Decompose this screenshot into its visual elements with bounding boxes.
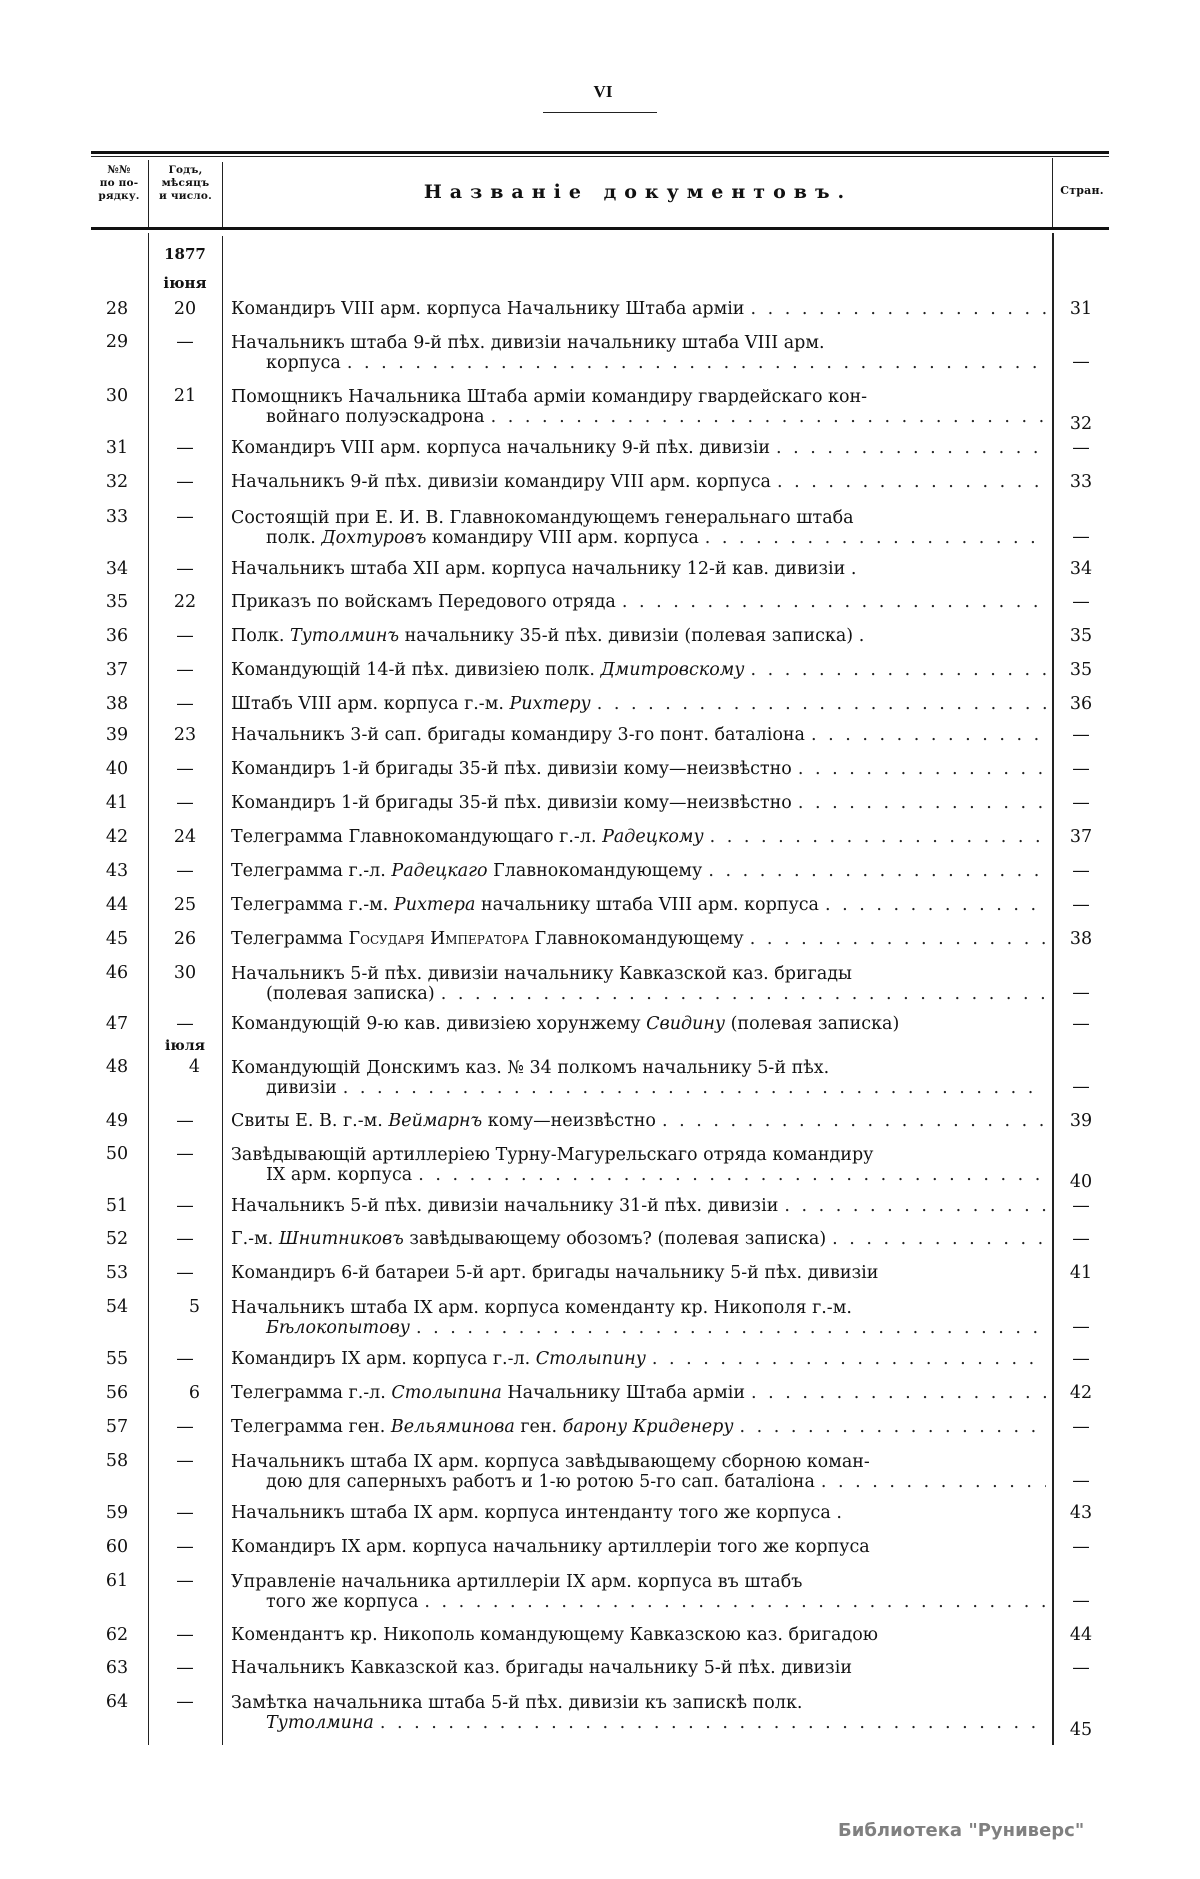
title-text: войнаго полуэскадрона	[266, 407, 485, 427]
leader-dots	[744, 661, 1046, 680]
leader-dots	[656, 1112, 1046, 1131]
row-number: 54	[105, 1297, 129, 1317]
title-text: Телеграмма г.-л. Радецкаго Главнокомандующему	[231, 862, 703, 881]
title-line	[231, 353, 1046, 373]
document-title	[231, 695, 1046, 714]
title-text: Начальникъ 5-й пѣх. дивизіи начальнику 31-й пѣх. дивизіи	[231, 1197, 779, 1216]
title-text: (полевая записка)	[266, 984, 435, 1004]
title-text: Управленіе начальника артиллеріи IX арм. корпуса въ штабъ	[231, 1572, 803, 1592]
row-page: 31	[1069, 299, 1093, 319]
row-page: 40	[1069, 1172, 1093, 1192]
row-number: 38	[105, 694, 129, 714]
title-line	[231, 1145, 1046, 1165]
title-text: Командиръ 6-й батареи 5-й арт. бригады начальнику 5-й пѣх. дивизіи	[231, 1264, 879, 1283]
title-line	[231, 1626, 1046, 1645]
row-page: —	[1072, 527, 1090, 547]
title-text: Помощникъ Начальника Штаба арміи командиру гвардейскаго кон-	[231, 387, 868, 407]
table-top-rule	[91, 151, 1109, 154]
leader-dots	[412, 1165, 1046, 1185]
title-text: Начальникъ Кавказской каз. бригады начальнику 5-й пѣх. дивизіи	[231, 1659, 852, 1678]
document-title	[231, 593, 1046, 612]
row-page: —	[1072, 1471, 1090, 1491]
row-date: —	[176, 1692, 194, 1712]
document-title	[231, 964, 1046, 1004]
document-title	[231, 387, 1046, 427]
row-page: —	[1072, 1658, 1090, 1678]
row-date: —	[176, 861, 194, 881]
row-page: —	[1072, 1014, 1090, 1034]
row-number: 51	[105, 1196, 129, 1216]
row-number: 36	[105, 626, 129, 646]
row-number: 53	[105, 1263, 129, 1283]
document-title	[231, 473, 1046, 492]
row-date: —	[176, 1263, 194, 1283]
leader-dots	[485, 407, 1046, 427]
title-line	[231, 1165, 1046, 1185]
document-title	[231, 1197, 1046, 1216]
leader-dots	[410, 1318, 1046, 1338]
row-date: —	[176, 793, 194, 813]
leader-dots	[792, 794, 1046, 813]
row-date: —	[176, 507, 194, 527]
title-text: Штабъ VIII арм. корпуса г.-м. Рихтеру	[231, 695, 591, 714]
header-date-line-1: Годъ,	[168, 164, 203, 176]
leader-dots	[646, 1350, 1046, 1369]
row-date: 6	[188, 1383, 200, 1403]
row-page: —	[1072, 1196, 1090, 1216]
title-line	[231, 984, 1046, 1004]
row-page: 37	[1069, 827, 1093, 847]
title-line	[231, 407, 1046, 427]
title-text: Начальникъ 9-й пѣх. дивизіи командиру VIII арм. корпуса	[231, 473, 771, 492]
row-date: —	[176, 1014, 194, 1034]
leader-dots	[819, 896, 1046, 915]
row-number: 55	[105, 1349, 129, 1369]
row-page: —	[1072, 725, 1090, 745]
title-text: Приказъ по войскамъ Передового отряда	[231, 593, 616, 612]
row-date: —	[176, 660, 194, 680]
row-date: 21	[173, 386, 197, 406]
leader-dots	[744, 930, 1046, 949]
row-date: 5	[188, 1297, 200, 1317]
document-title	[231, 439, 1046, 458]
document-title	[231, 1693, 1046, 1733]
title-line	[231, 828, 1046, 847]
document-title	[231, 627, 1046, 646]
title-line	[231, 1693, 1046, 1713]
row-date: 24	[173, 827, 197, 847]
row-page: 35	[1069, 660, 1093, 680]
title-line	[231, 1538, 1046, 1557]
document-title	[231, 1626, 1046, 1645]
title-text: Телеграмма г.-м. Рихтера начальнику штаба VIII арм. корпуса	[231, 896, 819, 915]
document-title	[231, 1350, 1046, 1369]
title-text: Командиръ VIII арм. корпуса начальнику 9-й пѣх. дивизіи	[231, 439, 770, 458]
document-title	[231, 560, 1046, 579]
document-title	[231, 661, 1046, 680]
leader-dots	[435, 984, 1046, 1004]
table-top-thin-rule	[91, 156, 1109, 157]
row-date: —	[176, 1229, 194, 1249]
row-number: 40	[105, 759, 129, 779]
title-line	[231, 1298, 1046, 1318]
title-line	[231, 473, 1046, 492]
row-page: —	[1072, 438, 1090, 458]
row-page: —	[1072, 1417, 1090, 1437]
row-number: 29	[105, 332, 129, 352]
leader-dots	[826, 1230, 1046, 1249]
leader-dots	[770, 439, 1046, 458]
row-number: 61	[105, 1571, 129, 1591]
title-text: Командующій 14-й пѣх. дивизіею полк. Дмитровскому	[231, 661, 745, 680]
row-date: 26	[173, 929, 197, 949]
title-line	[231, 964, 1046, 984]
title-line	[231, 439, 1046, 458]
body-divider-2	[222, 236, 223, 1745]
header-page: Стран.	[1060, 184, 1104, 197]
title-text: Тутолмина	[266, 1713, 374, 1733]
row-date: 30	[173, 963, 197, 983]
row-number: 50	[105, 1144, 129, 1164]
title-line	[231, 661, 1046, 680]
row-page: —	[1072, 793, 1090, 813]
row-number: 47	[105, 1014, 129, 1034]
title-text: Начальникъ штаба IX арм. корпуса коменданту кр. Никополя г.-м.	[231, 1298, 852, 1318]
month-label-june: іюня	[163, 274, 207, 292]
title-line	[231, 1572, 1046, 1592]
leader-dots	[699, 528, 1046, 548]
title-line	[231, 1418, 1046, 1437]
row-date: —	[176, 1196, 194, 1216]
row-number: 49	[105, 1111, 129, 1131]
row-page: 36	[1069, 694, 1093, 714]
title-line	[231, 333, 1046, 353]
title-text: Г.-м. Шнитниковъ завѣдывающему обозомъ? (полевая записка)	[231, 1230, 827, 1249]
row-number: 30	[105, 386, 129, 406]
title-text: Командиръ IX арм. корпуса начальнику артиллеріи того же корпуса	[231, 1538, 870, 1557]
row-date: 20	[173, 299, 197, 319]
title-line	[231, 1472, 1046, 1492]
document-title	[231, 508, 1046, 548]
document-title	[231, 828, 1046, 847]
leader-dots	[805, 726, 1046, 745]
row-number: 37	[105, 660, 129, 680]
row-number: 35	[105, 592, 129, 612]
row-page: 45	[1069, 1720, 1093, 1740]
row-number: 62	[105, 1625, 129, 1645]
leader-dots	[704, 828, 1046, 847]
title-text: Телеграмма г.-л. Столыпина Начальнику Штаба арміи	[231, 1384, 745, 1403]
row-number: 60	[105, 1537, 129, 1557]
row-page: —	[1072, 895, 1090, 915]
row-date: —	[176, 1658, 194, 1678]
document-title	[231, 1538, 1046, 1557]
title-text: Командующій 9-ю кав. дивизіею хорунжему Свидину (полевая записка)	[231, 1015, 900, 1034]
title-line	[231, 1350, 1046, 1369]
row-date: —	[176, 332, 194, 352]
title-line	[231, 1078, 1046, 1098]
row-number: 48	[105, 1057, 129, 1077]
row-page: —	[1072, 592, 1090, 612]
document-title	[231, 794, 1046, 813]
title-line	[231, 1318, 1046, 1338]
title-text: Начальникъ штаба 9-й пѣх. дивизіи начальнику штаба VIII арм.	[231, 333, 825, 353]
body-divider-1	[148, 233, 149, 1745]
row-number: 41	[105, 793, 129, 813]
row-page: —	[1072, 352, 1090, 372]
title-line	[231, 627, 1046, 646]
document-title	[231, 1058, 1046, 1098]
document-title	[231, 1572, 1046, 1612]
title-line	[231, 508, 1046, 528]
row-date: —	[176, 759, 194, 779]
header-title: Названіе документовъ.	[423, 181, 853, 203]
row-number: 44	[105, 895, 129, 915]
title-text: полк. Дохтуровъ командиру VIII арм. корпуса	[266, 528, 699, 548]
title-text: Бѣлокопытову	[266, 1318, 410, 1338]
title-line	[231, 1659, 1046, 1678]
leader-dots	[418, 1592, 1046, 1612]
leader-dots	[337, 1078, 1046, 1098]
title-text: Полк. Тутолминъ начальнику 35-й пѣх. дивизіи (полевая записка) .	[231, 627, 865, 646]
title-text: Командиръ IX арм. корпуса г.-л. Столыпину	[231, 1350, 646, 1369]
row-date: —	[176, 1537, 194, 1557]
document-title	[231, 1015, 1046, 1034]
row-number: 45	[105, 929, 129, 949]
row-date: —	[176, 1111, 194, 1131]
row-date: 22	[173, 592, 197, 612]
leader-dots	[702, 862, 1046, 881]
row-date: —	[176, 626, 194, 646]
header-divider-3	[1052, 158, 1053, 227]
leader-dots	[591, 695, 1046, 714]
row-date: 4	[188, 1057, 200, 1077]
row-number: 57	[105, 1417, 129, 1437]
row-page: 43	[1069, 1503, 1093, 1523]
leader-dots	[815, 1472, 1046, 1492]
title-text: IX арм. корпуса	[266, 1165, 413, 1185]
title-line	[231, 1713, 1046, 1733]
title-text: Телеграмма Главнокомандующаго г.-л. Радецкому	[231, 828, 704, 847]
row-date: —	[176, 1451, 194, 1471]
title-line	[231, 387, 1046, 407]
row-number: 31	[105, 438, 129, 458]
title-line	[231, 560, 1046, 579]
row-number: 32	[105, 472, 129, 492]
row-page: 41	[1069, 1263, 1093, 1283]
document-title	[231, 1112, 1046, 1131]
row-number: 28	[105, 299, 129, 319]
year-label: 1877	[164, 245, 206, 263]
title-line	[231, 695, 1046, 714]
title-text: того же корпуса	[266, 1592, 419, 1612]
document-title	[231, 1418, 1046, 1437]
row-page: —	[1072, 1077, 1090, 1097]
document-title	[231, 1452, 1046, 1492]
document-title	[231, 1230, 1046, 1249]
row-date: —	[176, 559, 194, 579]
document-title	[231, 726, 1046, 745]
leader-dots	[792, 760, 1046, 779]
header-date-line-2: мѣсяцъ	[161, 177, 210, 189]
row-number: 64	[105, 1692, 129, 1712]
title-text: дою для саперныхъ работъ и 1-ю ротою 5-го сап. баталіона	[266, 1472, 815, 1492]
title-line	[231, 1015, 1046, 1034]
title-line	[231, 1384, 1046, 1403]
title-line	[231, 1058, 1046, 1078]
row-page: —	[1072, 759, 1090, 779]
title-text: Завѣдывающій артиллеріею Турну-Магурельскаго отряда командиру	[231, 1145, 874, 1165]
row-number: 56	[105, 1383, 129, 1403]
row-page: 39	[1069, 1111, 1093, 1131]
title-line	[231, 1112, 1046, 1131]
row-page: —	[1072, 1317, 1090, 1337]
title-text: Комендантъ кр. Никополь командующему Кавказскою каз. бригадою	[231, 1626, 879, 1645]
row-date: —	[176, 1417, 194, 1437]
row-page: 35	[1069, 626, 1093, 646]
header-number-line-2: по по-	[99, 177, 139, 189]
title-line	[231, 300, 1046, 319]
title-line	[231, 1264, 1046, 1283]
row-date: —	[176, 1144, 194, 1164]
row-page: 33	[1069, 472, 1093, 492]
row-number: 52	[105, 1229, 129, 1249]
document-title	[231, 1504, 1046, 1523]
leader-dots	[744, 300, 1046, 319]
row-page: 34	[1069, 559, 1093, 579]
row-number: 42	[105, 827, 129, 847]
page-number: VI	[593, 82, 613, 101]
row-page: —	[1072, 1229, 1090, 1249]
title-line	[231, 1197, 1046, 1216]
month-label-july: іюля	[165, 1038, 205, 1054]
row-number: 39	[105, 725, 129, 745]
document-title	[231, 1384, 1046, 1403]
title-text: Начальникъ штаба IX арм. корпуса интенданту того же корпуса .	[231, 1504, 842, 1523]
title-text: Свиты Е. В. г.-м. Веймарнъ кому—неизвѣстно	[231, 1112, 656, 1131]
row-number: 46	[105, 963, 129, 983]
header-date	[149, 164, 222, 203]
row-number: 34	[105, 559, 129, 579]
title-line	[231, 930, 1046, 949]
document-title	[231, 1145, 1046, 1185]
document-title	[231, 1298, 1046, 1338]
title-text: дивизіи	[266, 1078, 337, 1098]
row-page: —	[1072, 861, 1090, 881]
title-line	[231, 760, 1046, 779]
title-text: Состоящій при Е. И. В. Главнокомандующемъ генеральнаго штаба	[231, 508, 854, 528]
document-title	[231, 862, 1046, 881]
row-date: —	[176, 1503, 194, 1523]
leader-dots	[745, 1384, 1046, 1403]
title-text: Начальникъ 3-й сап. бригады командиру 3-го понт. баталіона	[231, 726, 805, 745]
leader-dots	[374, 1713, 1046, 1733]
header-number-line-3: рядку.	[98, 190, 140, 202]
leader-dots	[616, 593, 1046, 612]
title-text: Телеграмма Государя Императора Главнокомандующему	[231, 930, 744, 949]
title-line	[231, 794, 1046, 813]
title-text: Телеграмма ген. Вельяминова ген. барону Криденеру	[231, 1418, 734, 1437]
title-line	[231, 862, 1046, 881]
document-title	[231, 333, 1046, 373]
title-line	[231, 1452, 1046, 1472]
document-title	[231, 930, 1046, 949]
header-date-line-3: и число.	[159, 190, 212, 202]
row-number: 58	[105, 1451, 129, 1471]
row-number: 59	[105, 1503, 129, 1523]
leader-dots	[771, 473, 1046, 492]
row-date: —	[176, 1349, 194, 1369]
row-date: —	[176, 1625, 194, 1645]
library-watermark: Библиотека "Руниверс"	[838, 1820, 1085, 1841]
row-page: 38	[1069, 929, 1093, 949]
row-page: —	[1072, 983, 1090, 1003]
title-line	[231, 896, 1046, 915]
title-text: Замѣтка начальника штаба 5-й пѣх. дивизіи къ запискѣ полк.	[231, 1693, 803, 1713]
header-divider-2	[222, 162, 223, 227]
title-text: корпуса	[266, 353, 341, 373]
document-title	[231, 760, 1046, 779]
document-title	[231, 896, 1046, 915]
leader-dots	[733, 1418, 1046, 1437]
header-number	[90, 164, 148, 203]
title-text: Командиръ 1-й бригады 35-й пѣх. дивизіи кому—неизвѣстно	[231, 794, 792, 813]
row-date: —	[176, 694, 194, 714]
title-line	[231, 726, 1046, 745]
row-page: —	[1072, 1349, 1090, 1369]
row-page: —	[1072, 1591, 1090, 1611]
document-title	[231, 1264, 1046, 1283]
title-text: Командиръ VIII арм. корпуса Начальнику Штаба арміи	[231, 300, 745, 319]
row-number: 33	[105, 507, 129, 527]
row-number: 43	[105, 861, 129, 881]
row-number: 63	[105, 1658, 129, 1678]
title-line	[231, 593, 1046, 612]
table-header-bottom-rule	[91, 227, 1109, 230]
row-date: —	[176, 438, 194, 458]
row-page: 32	[1069, 414, 1093, 434]
title-line	[231, 528, 1046, 548]
row-date: —	[176, 472, 194, 492]
title-line	[231, 1592, 1046, 1612]
title-text: Начальникъ 5-й пѣх. дивизіи начальнику Кавказской каз. бригады	[231, 964, 852, 984]
title-line	[231, 1230, 1046, 1249]
document-title	[231, 1659, 1046, 1678]
row-page: —	[1072, 1537, 1090, 1557]
row-date: 25	[173, 895, 197, 915]
row-page: 42	[1069, 1383, 1093, 1403]
leader-dots	[341, 353, 1046, 373]
page-number-underline	[543, 112, 657, 113]
row-date: 23	[173, 725, 197, 745]
title-text: Командиръ 1-й бригады 35-й пѣх. дивизіи кому—неизвѣстно	[231, 760, 792, 779]
row-page: 44	[1069, 1625, 1093, 1645]
title-text: Начальникъ штаба IX арм. корпуса завѣдывающему сборною коман-	[231, 1452, 870, 1472]
leader-dots	[778, 1197, 1046, 1216]
title-line	[231, 1504, 1046, 1523]
document-title	[231, 300, 1046, 319]
header-number-line-1: №№	[107, 164, 131, 176]
title-text: Начальникъ штаба XII арм. корпуса начальнику 12-й кав. дивизіи .	[231, 560, 857, 579]
title-text: Командующій Донскимъ каз. № 34 полкомъ начальнику 5-й пѣх.	[231, 1058, 830, 1078]
row-date: —	[176, 1571, 194, 1591]
